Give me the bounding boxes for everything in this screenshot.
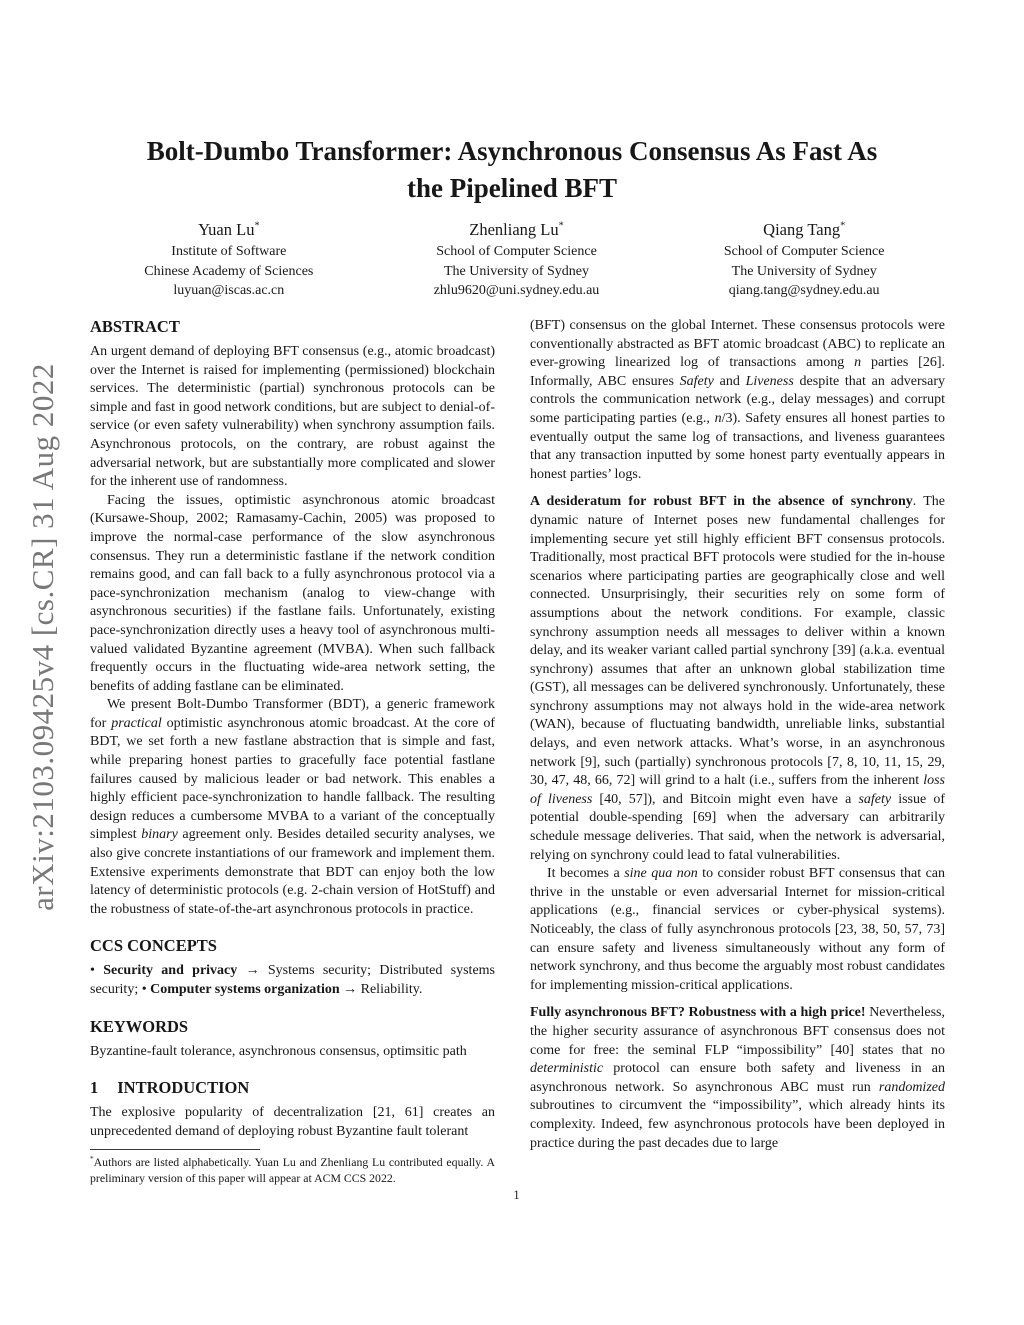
page-number: 1	[513, 1188, 520, 1202]
left-column	[90, 317, 495, 1141]
author-email: qiang.tang@sydney.edu.au	[728, 283, 880, 298]
author-affiliation: Institute of Software	[171, 244, 287, 259]
arxiv-watermark: arXiv:2103.09425v4 [cs.CR] 31 Aug 2022	[25, 363, 60, 911]
footnote	[90, 1149, 495, 1187]
introduction-paragraph-1: The explosive popularity of decentralization [21, 61] creates an unprecedented demand of deploying robust Byzantine fault tolerant	[90, 1105, 495, 1139]
author-mark: *	[254, 220, 260, 232]
body-paragraph-fully-async: Fully asynchronous BFT? Robustness with a high price! Nevertheless, the higher security assurance of asynchronous BFT consensus does not come for free: the seminal FLP “impossibility” [40] states that no deterministic protocol can ensure both safety and liveness in an asynchronous network. So asynchronous ABC must run randomized subroutines to circumvent the “impossibility”, which already hints its complexity. Indeed, few asynchronous protocols have been deployed in practice during the past decades due to large	[530, 1005, 945, 1151]
author-name-text: Zhenliang Lu	[469, 220, 559, 239]
abstract-paragraph-2: Facing the issues, optimistic asynchronous atomic broadcast (Kursawe-Shoup, 2002; Ramasamy-Cachin, 2005) was proposed to improve the normal-case performance of the slow asynchronous consensus. They run a deterministic fastlane if the network condition remains good, and can fall back to a fully asynchronous protocol via a pace-synchronization mechanism (analog to view-change with asynchronous securities) if the fastlane fails. Unfortunately, existing pace-synchronization directly uses a heavy tool of asynchronous multi-valued validated Byzantine agreement (MVBA). When such fallback frequently occurs in the fluctuating wide-area network setting, the benefits of adding fastlane can be eliminated.	[90, 492, 495, 694]
body-paragraph-desideratum: A desideratum for robust BFT in the absence of synchrony. The dynamic nature of Internet poses new fundamental challenges for implementing secure yet still highly efficient BFT consensus protocols. Traditionally, most practical BFT protocols were studied for the in-house scenarios where participating parties are geographically close and well connected. Unsurprisingly, their securities rely on some form of assumptions about the network conditions. For example, classic synchrony assumption needs all messages to deliver within a known delay, and its weaker variant called partial synchrony [39] (a.k.a. eventual synchrony) assumes that after an unknown global stabilization time (GST), all messages can be delivered synchronously. Unfortunately, these synchrony assumptions may not always hold in the wide-area network (WAN), because of fluctuating bandwidth, unreliable links, substantial delays, and even network attacks. What’s worse, in an asynchronous network [9], such (partially) synchronous protocols [7, 8, 10, 11, 15, 29, 30, 47, 48, 66, 72] will grind to a halt (i.e., suffers from the inherent loss of liveness [40, 57]), and Bitcoin might even have a safety issue of potential double-spending [69] when the adversary can arbitrarily schedule message deliveries. That said, when the network is adversarial, relying on synchrony could lead to fatal vulnerabilities.	[530, 494, 946, 863]
author-name-text: Yuan Lu	[198, 220, 255, 239]
authors-row	[85, 219, 948, 301]
ccs-concepts-heading: CCS CONCEPTS	[90, 936, 217, 956]
author-affiliation: School of Computer Science	[436, 244, 597, 259]
author-mark: *	[558, 220, 564, 232]
author-name	[85, 219, 373, 240]
author-affiliation: School of Computer Science	[723, 244, 885, 259]
author-block-2	[373, 219, 661, 301]
footnote-text: *Authors are listed alphabetically. Yuan Lu and Zhenliang Lu contributed equally. A preliminary version of this paper will appear at ACM CCS 2022.	[90, 1154, 495, 1185]
paper-title-line2: the Pipelined BFT	[406, 173, 617, 203]
author-affiliation: The University of Sydney	[443, 263, 590, 279]
footnote-rule	[90, 1149, 260, 1150]
right-column	[530, 317, 945, 1153]
paper-title	[0, 133, 1024, 207]
keywords-heading: KEYWORDS	[90, 1016, 189, 1036]
author-name	[373, 219, 661, 240]
keywords-text: Byzantine-fault tolerance, asynchronous consensus, optimsitic path	[90, 1043, 467, 1059]
author-affiliation: Chinese Academy of Sciences	[144, 263, 314, 279]
section-title: INTRODUCTION	[117, 1078, 250, 1098]
author-name	[660, 219, 948, 240]
body-paragraph-bft: (BFT) consensus on the global Internet. These consensus protocols were conventionally abstracted as BFT atomic broadcast (ABC) to replicate an ever-growing linearized log of transactions among n parties [26]. Informally, ABC ensures Safety and Liveness despite that an adversary controls the communication network (e.g., delay messages) and corrupt some participating parties (e.g., n/3). Safety ensures all honest parties to eventually output the same log of transactions, and liveness guarantees that any transaction inputted by some honest party eventually appears in honest parties’ logs.	[530, 318, 946, 482]
author-block-1	[85, 219, 373, 301]
author-name-text: Qiang Tang	[763, 220, 841, 239]
abstract-paragraph-1: An urgent demand of deploying BFT consensus (e.g., atomic broadcast) over the Internet is raised for implementing (permissioned) blockchain services. The deterministic (partial) synchronous protocols can be simple and fast in good network conditions, but are subject to denial-of-service (or even safety vulnerability) when synchrony assumption fails. Asynchronous protocols, on the contrary, are robust against the adversarial network, but are substantially more complicated and slower for the inherent use of randomness.	[90, 344, 495, 490]
author-email: zhlu9620@uni.sydney.edu.au	[433, 283, 600, 298]
author-block-3	[660, 219, 948, 301]
abstract-paragraph-3: We present Bolt-Dumbo Transformer (BDT), a generic framework for practical optimistic asynchronous atomic broadcast. At the core of BDT, we set forth a new fastlane abstraction that is simple and fast, while preparing honest parties to gracefully face potential fastlane failures caused by malicious leader or bad network. This enables a highly efficient pace-synchronization to handle fallback. The resulting design reduces a cumbersome MVBA to a variant of the conceptually simplest binary agreement only. Besides detailed security analyses, we also give concrete instantiations of our framework and implement them. Extensive experiments demonstrate that BDT can enjoy both the low latency of deterministic protocols (e.g. 2-chain version of HotStuff) and the robustness of state-of-the-art asynchronous protocols in practice.	[90, 697, 496, 917]
abstract-heading: ABSTRACT	[90, 317, 180, 336]
body-paragraph-sine-qua-non: It becomes a sine qua non to consider robust BFT consensus that can thrive in the unstable or even adversarial Internet for mission-critical applications (e.g., financial services or cyber-physical systems). Noticeably, the class of fully asynchronous protocols [23, 38, 50, 57, 73] can ensure safety and liveness simultaneously without any form of network synchrony, and thus become the arguably most robust candidates for implementing mission-critical applications.	[530, 866, 945, 993]
paper-title-line1: Bolt-Dumbo Transformer: Asynchronous Consensus As Fast As	[146, 136, 878, 166]
author-email: luyuan@iscas.ac.cn	[173, 283, 285, 298]
author-mark: *	[840, 220, 846, 232]
section-number: 1	[90, 1078, 99, 1098]
ccs-concepts-text: • Security and privacy → Systems security; Distributed systems security; • Computer systems organization → Reliability.	[90, 963, 495, 997]
introduction-heading	[90, 1078, 495, 1098]
author-affiliation: The University of Sydney	[731, 263, 877, 279]
